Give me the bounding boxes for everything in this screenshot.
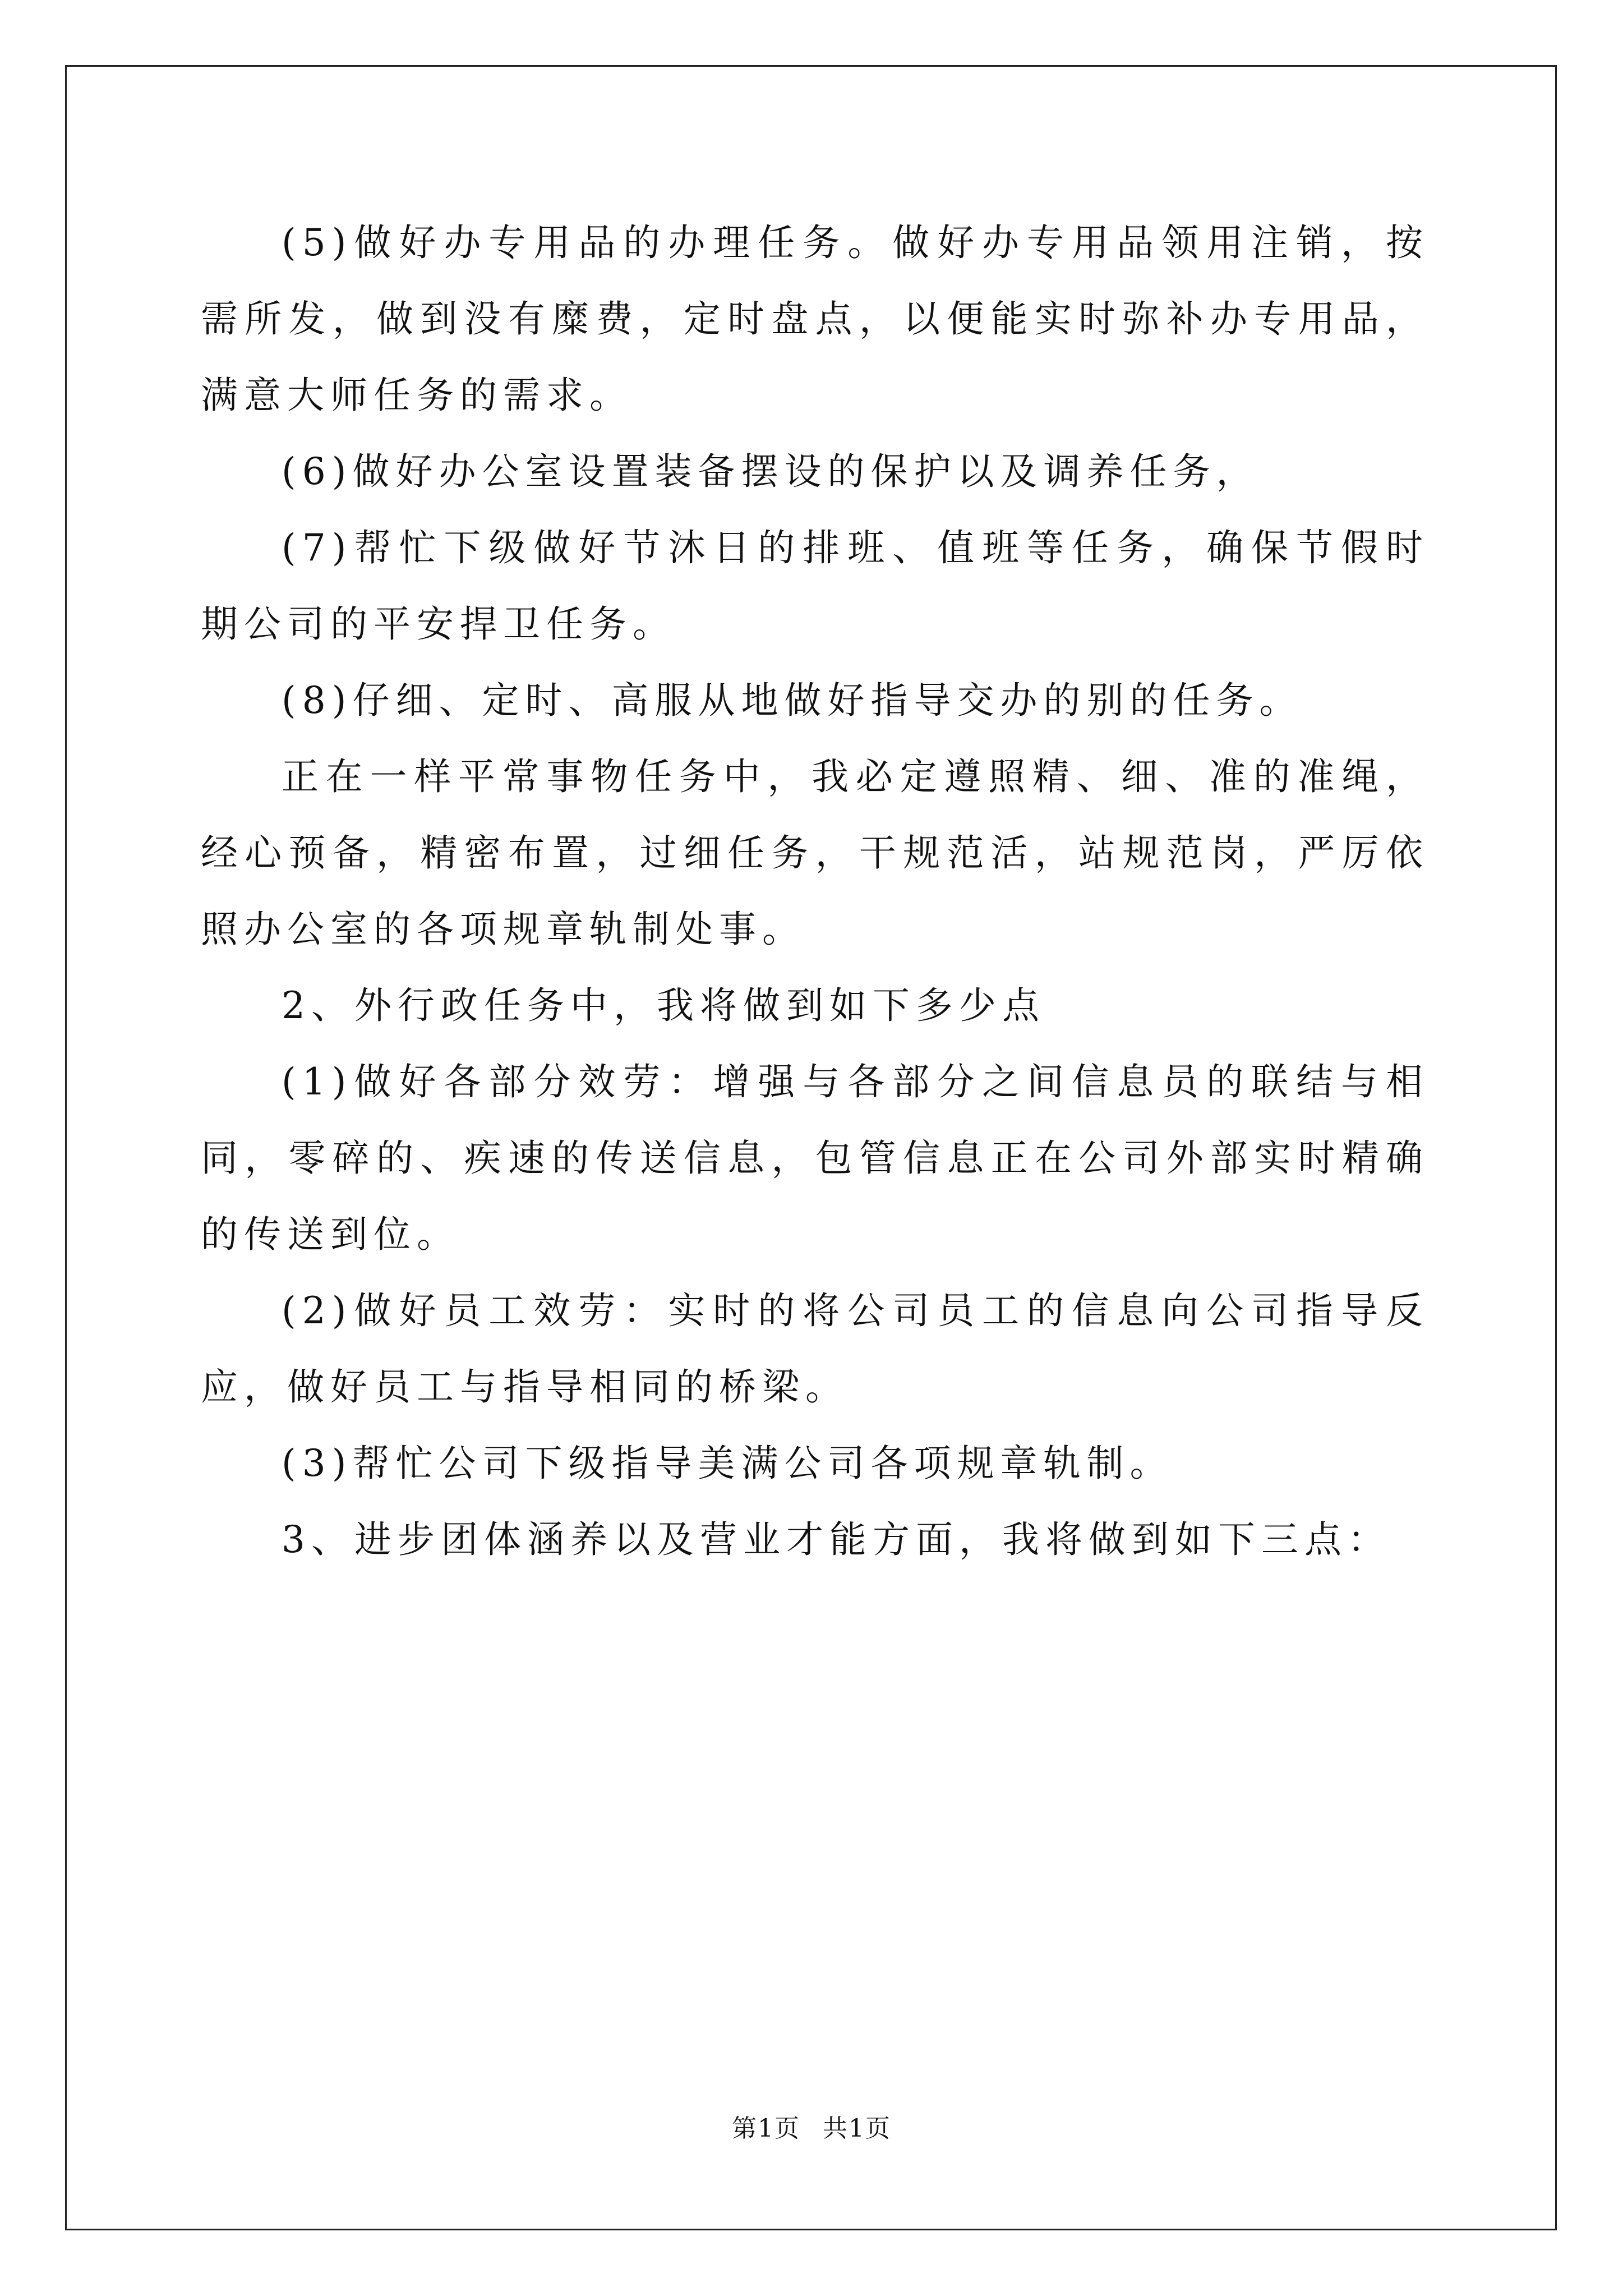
- paragraph: (1)做好各部分效劳：增强与各部分之间信息员的联结与相同，零碎的、疾速的传送信息，包管信息正在公司外部实时精确的传送到位。: [201, 1060, 1429, 1256]
- page-number: 第1页: [732, 2114, 800, 2143]
- paragraph: (8)仔细、定时、高服从地做好指导交办的别的任务。: [282, 679, 1303, 722]
- paragraph: (3)帮忙公司下级指导美满公司各项规章轨制。: [282, 1442, 1173, 1485]
- paragraph: (7)帮忙下级做好节沐日的排班、值班等任务，确保节假时期公司的平安捍卫任务。: [201, 526, 1429, 646]
- paragraph: 3、进步团体涵养以及营业才能方面，我将做到如下三点：: [282, 1518, 1391, 1561]
- paragraph: (2)做好员工效劳：实时的将公司员工的信息向公司指导反应，做好员工与指导相同的桥梁。: [201, 1289, 1429, 1409]
- page-footer: [0, 2108, 1623, 2144]
- document-body: [201, 205, 1429, 1578]
- paragraph: (6)做好办公室设置装备摆设的保护以及调养任务，: [282, 450, 1260, 493]
- paragraph: 正在一样平常事物任务中，我必定遵照精、细、准的准绳，经心预备，精密布置，过细任务，干规范活，站规范岗，严厉依照办公室的各项规章轨制处事。: [201, 755, 1429, 951]
- page-total: 共1页: [823, 2114, 891, 2143]
- paragraph: 2、外行政任务中，我将做到如下多少点: [282, 984, 1045, 1027]
- paragraph: (5)做好办专用品的办理任务。做好办专用品领用注销，按需所发，做到没有糜费，定时盘点，以便能实时弥补办专用品，满意大师任务的需求。: [201, 221, 1429, 417]
